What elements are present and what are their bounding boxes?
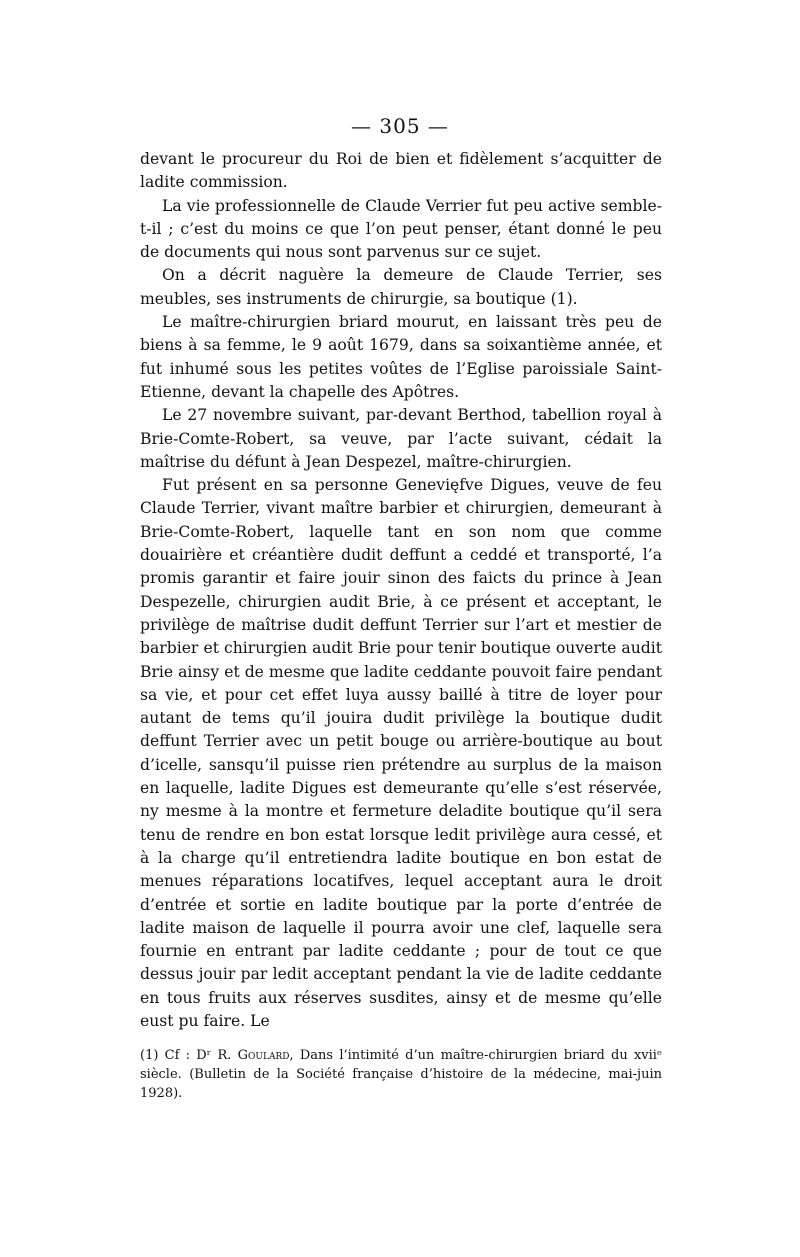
paragraph-continuation: devant le procureur du Roi de bien et fidèlement s’acquitter de ladite commission.	[140, 150, 662, 192]
paragraph: Le 27 novembre suivant, par-devant Berthod, tabellion royal à Brie-Comte-Robert, sa veuve, par l’acte suivant, cédait la maîtrise du défunt à Jean Despezel, maître-chirurgien.	[140, 406, 662, 471]
paragraph: On a décrit naguère la demeure de Claude Terrier, ses meubles, ses instruments de chirurgie, sa boutique (1).	[140, 266, 662, 308]
footnote	[140, 1046, 662, 1103]
footnote-author: Goulard	[237, 1048, 290, 1063]
page-number: — 305 —	[351, 114, 449, 138]
footnote-text: , Dans l’intimité d’un maître-chirurgien briard du xviiᵉ siècle. (Bulletin de la Société française d’histoire de la médecine, mai-juin 1928).	[140, 1048, 662, 1101]
paragraph-quoted-deed: Fut présent en sa personne Genevięfve Digues, veuve de feu Claude Terrier, vivant maître barbier et chirurgien, demeurant à Brie-Comte-Robert, laquelle tant en son nom que comme douairière et créantière dudit deffunt a ceddé et transporté, l’a promis garantir et faire jouir sinon des faicts du prince à Jean Despezelle, chirurgien audit Brie, à ce présent et acceptant, le privilège de maîtrise dudit deffunt Terrier sur l’art et mestier de barbier et chirurgien audit Brie pour tenir boutique ouverte audit Brie ainsy et de mesme que ladite ceddante pouvoit faire pendant sa vie, et pour cet effet luya aussy baillé à titre de loyer pour autant de tems qu’il jouira dudit privilège la boutique dudit deffunt Terrier avec un petit bouge ou arrière-boutique au bout d’icelle, sansqu’il puisse rien prétendre au surplus de la maison en laquelle, ladite Digues est demeurante qu’elle s’est réservée, ny mesme à la montre et fermeture deladite boutique qu’il sera tenu de rendre en bon estat lorsque ledit privilège aura cessé, et à la charge qu’il entretiendra ladite boutique en bon estat de menues réparations locatifves, lequel acceptant aura le droit d’entrée et sortie en ladite boutique par la porte d’entrée de ladite maison de laquelle il pourra avoir une clef, laquelle sera fournie en entrant par ladite ceddante ; pour de tout ce que dessus jouir par ledit acceptant pendant la vie de ladite ceddante en tous fruits aux réserves susdites, ainsy et de mesme qu’elle eust pu faire. Le	[140, 476, 662, 1030]
body-text	[140, 148, 662, 1033]
footnote-prefix: (1) Cf : Dʳ R.	[140, 1048, 238, 1063]
paragraph: Le maître-chirurgien briard mourut, en laissant très peu de biens à sa femme, le 9 août 1679, dans sa soixantième année, et fut inhumé sous les petites voûtes de l’Eglise paroissiale Saint-Etienne, devant la chapelle des Apôtres.	[140, 313, 662, 401]
paragraph: La vie professionnelle de Claude Verrier fut peu active semble-t-il ; c’est du moins ce que l’on peut penser, étant donné le peu de documents qui nous sont parvenus sur ce sujet.	[140, 196, 662, 262]
